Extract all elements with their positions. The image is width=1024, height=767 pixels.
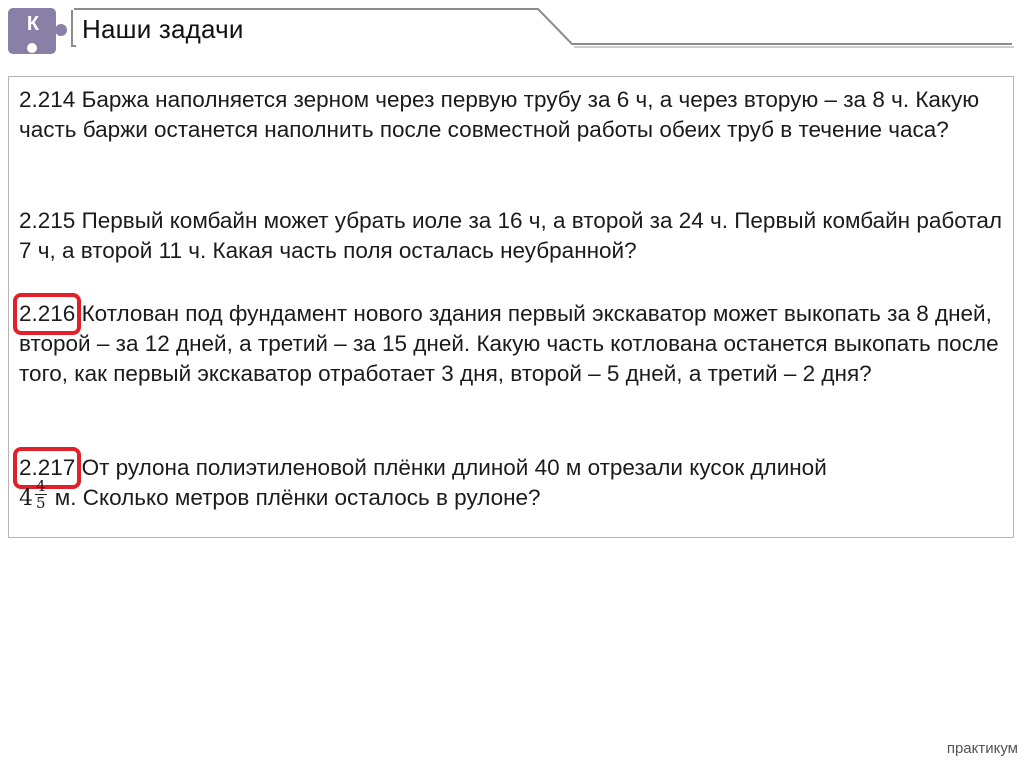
header bbox=[0, 0, 1024, 60]
task-number: 2.214 bbox=[19, 87, 76, 112]
task-number-highlighted: 2.217 bbox=[19, 453, 75, 483]
task-text: Первый комбайн может убрать иоле за 16 ч, а второй за 24 ч. Первый комбайн работал 7 ч, а второй 11 ч. Какая часть поля осталась неубранной? bbox=[19, 208, 1002, 263]
page-title: Наши задачи bbox=[82, 14, 244, 44]
mixed-number-whole: 4 bbox=[19, 486, 33, 511]
tasks-panel bbox=[8, 76, 1014, 538]
footer-label: практикум bbox=[946, 740, 1018, 757]
fraction bbox=[35, 478, 47, 511]
task-number: 2.215 bbox=[19, 208, 76, 233]
task-2-215 bbox=[19, 206, 1004, 266]
task-text: Котлован под фундамент нового здания первый экскаватор может выкопать за 8 дней, второй – за 12 дней, а третий – за 15 дней. Какую часть котлована останется выкопать после того, как первый экскаватор отработает 3 дня, второй – 5 дней, а третий – 2 дня? bbox=[19, 301, 999, 386]
logo-letter: К bbox=[26, 13, 40, 35]
task-text: От рулона полиэтиленовой плёнки длиной 40 м отрезали кусок длиной bbox=[75, 455, 827, 480]
logo-knob-right bbox=[55, 24, 67, 36]
task-text-after: м. Сколько метров плёнки осталось в рулоне? bbox=[48, 485, 541, 510]
task-text: Баржа наполняется зерном через первую трубу за 6 ч, а через вторую – за 8 ч. Какую часть баржи останется наполнить после совместной работы обеих труб в течение часа? bbox=[19, 87, 980, 142]
task-2-214 bbox=[19, 85, 1004, 145]
fraction-numerator: 4 bbox=[36, 476, 46, 495]
title-frame-left bbox=[72, 10, 76, 46]
task-2-217 bbox=[19, 453, 1004, 514]
fraction-denominator: 5 bbox=[36, 493, 46, 512]
logo-knob-bottom bbox=[27, 43, 37, 53]
task-2-216 bbox=[19, 299, 1004, 389]
task-number-highlighted: 2.216 bbox=[19, 299, 75, 329]
